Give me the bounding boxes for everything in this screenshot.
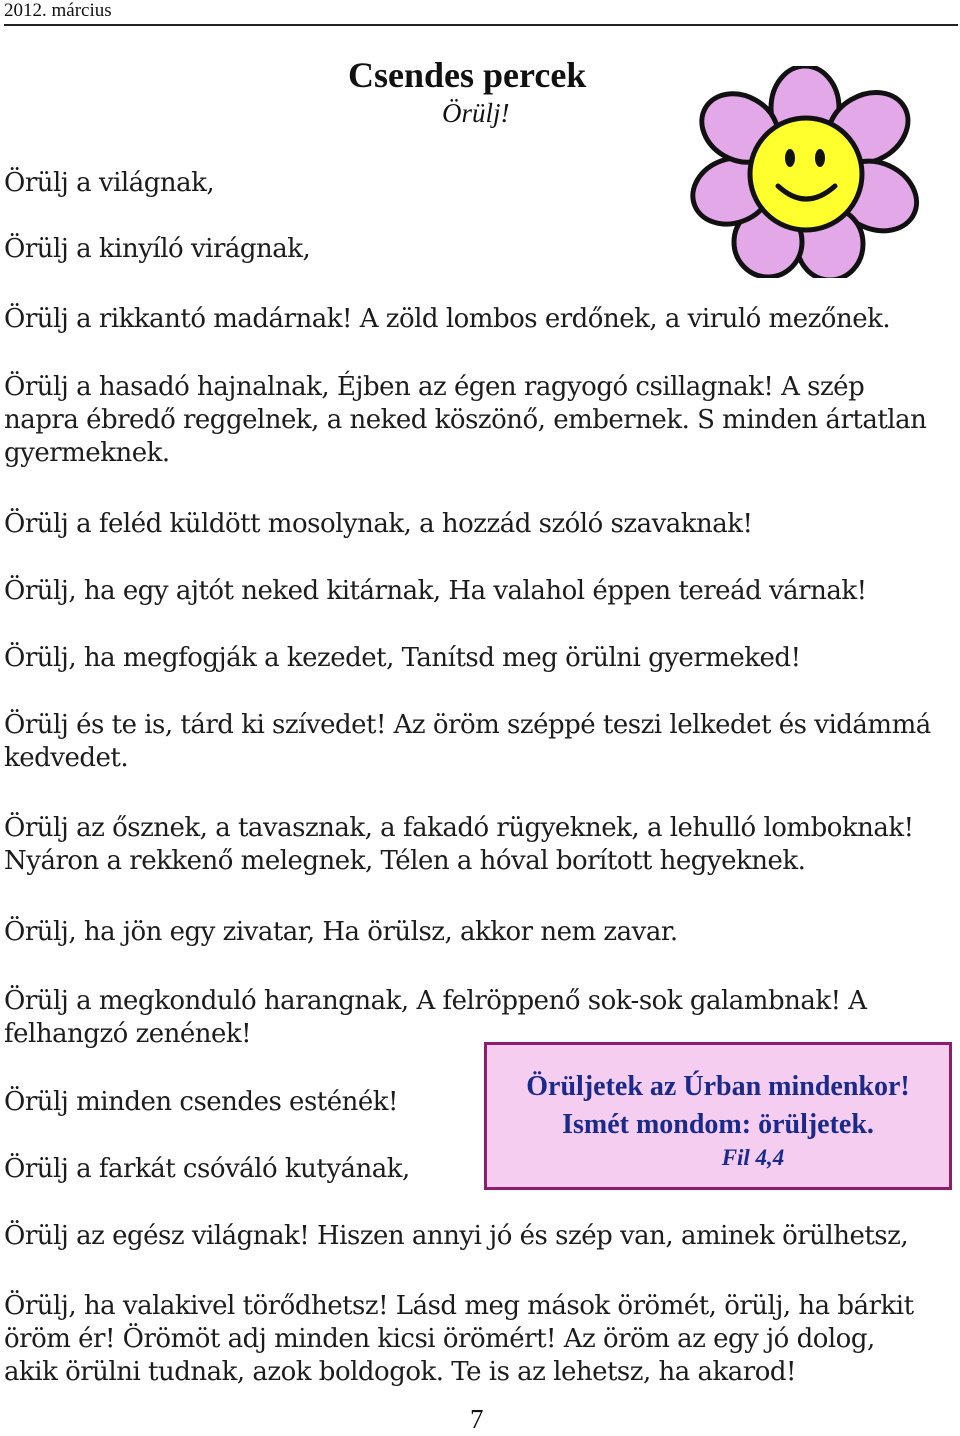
poem-stanza: Örülj az egész világnak! Hiszen annyi jó és szép van, aminek örülhetsz, (4, 1221, 909, 1251)
poem-stanza: Örülj a rikkantó madárnak! A zöld lombos erdőnek, a viruló mezőnek. (4, 304, 891, 334)
page-title: Csendes percek (348, 55, 587, 95)
poem-stanza: Örülj, ha egy ajtót neked kitárnak, Ha valahol éppen tereád várnak! (4, 576, 867, 606)
poem-stanza: Örülj, ha megfogják a kezedet, Tanítsd meg örülni gyermeked! (4, 643, 801, 673)
header-date: 2012. március (4, 0, 112, 21)
quote-reference: Fil 4,4 (721, 1145, 785, 1170)
page-number: 7 (470, 1404, 484, 1434)
poem-stanza: Örülj az ősznek, a tavasznak, a fakadó rügyeknek, a lehulló lomboknak! Nyáron a rekkenő melegnek, Télen a hóval borított hegyeknek. (4, 813, 914, 876)
bible-quote-box (484, 1042, 952, 1190)
header-rule (4, 24, 958, 26)
poem-stanza: Örülj a feléd küldött mosolynak, a hozzád szóló szavaknak! (4, 509, 753, 539)
poem-stanza: Örülj a farkát csóváló kutyának, (4, 1154, 410, 1184)
poem-stanza: Örülj a hasadó hajnalnak, Éjben az égen ragyogó csillagnak! A szép napra ébredő reggelnek, a neked köszönő, embernek. S minden ártatlan gyermeknek. (4, 372, 927, 468)
poem-stanza: Örülj és te is, tárd ki szívedet! Az öröm széppé teszi lelkedet és vidámmá kedvedet. (4, 710, 931, 773)
poem-stanza: Örülj, ha valakivel törődhetsz! Lásd meg mások örömét, örülj, ha bárkit öröm ér! Örömöt adj minden kicsi örömért! Az öröm az egy jó dolog, akik örülni tudnak, azok boldogok. Te is az lehetsz, ha akarod! (4, 1291, 914, 1387)
quote-line-2: Ismét mondom: örüljetek. (562, 1109, 874, 1140)
quote-line-1: Örüljetek az Úrban mindenkor! (526, 1071, 910, 1102)
poem-stanza: Örülj a kinyíló virágnak, (4, 234, 311, 264)
poem-stanza: Örülj, ha jön egy zivatar, Ha örülsz, akkor nem zavar. (4, 917, 678, 947)
poem-stanza: Örülj minden csendes esténék! (4, 1087, 398, 1117)
poem-stanza: Örülj a megkonduló harangnak, A felröppenő sok-sok galambnak! A felhangzó zenének! (4, 986, 867, 1049)
poem-stanza: Örülj a világnak, (4, 168, 215, 198)
page-subtitle: Örülj! (442, 98, 510, 128)
